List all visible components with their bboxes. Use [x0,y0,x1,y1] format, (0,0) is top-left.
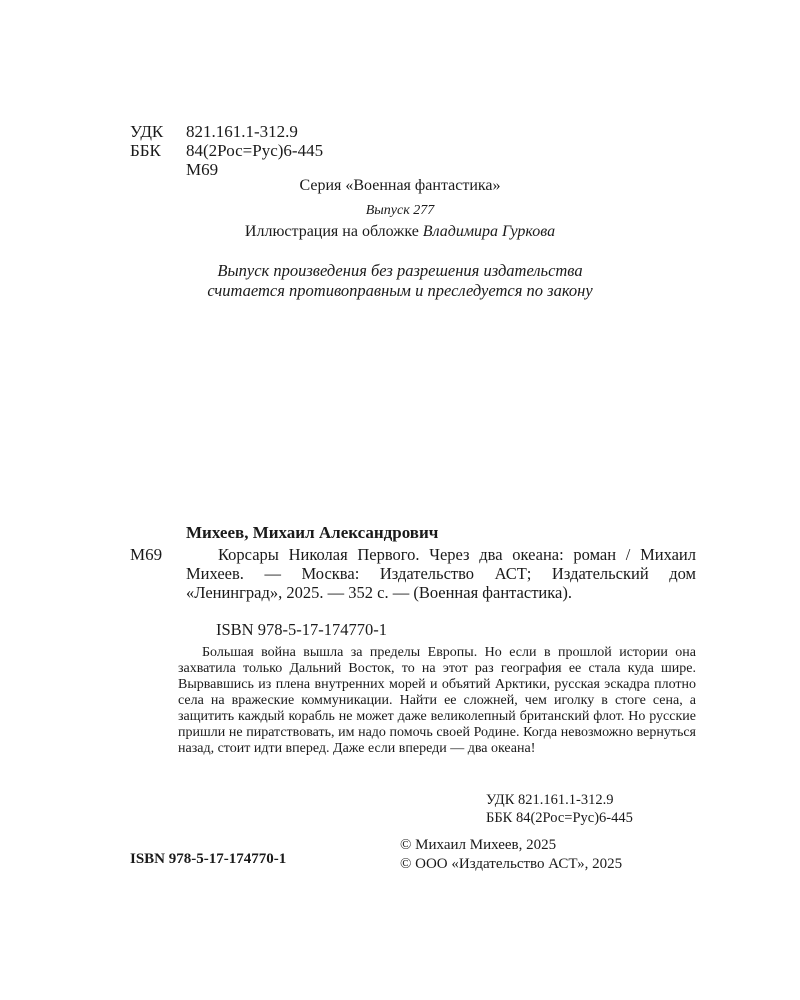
annotation [178,645,696,757]
copyright-block [400,836,622,874]
copyright-publisher: © ООО «Издательство АСТ», 2025 [400,856,623,872]
udk-label: УДК [130,122,164,141]
cutter-value: М69 [186,160,219,179]
annotation-text: Большая война вышла за пределы Европы. Но если в прошлой истории она захватила только Дальний Восток, то на этот раз география ее стала куда шире. Вырвавшись из плена внутренних морей и объятий Арктики, русская эскадра плотно села на вражеские коммуникации. Найти ее сложней, чем иголку в стоге сена, а защитить каждый корабль не может даже великолепный британский флот. Но русские пришли не пиратствовать, им надо помочь своей Родине. Когда невозможно вернуться назад, стоит идти вперед. Даже если впереди — два океана! [178,645,696,756]
illustration-prefix: Иллюстрация на обложке [244,223,419,240]
issue-number: Выпуск 277 [365,203,435,218]
copyright-warning [0,261,800,301]
copyright-author: © Михаил Михеев, 2025 [400,837,557,853]
footer-udk: УДК 821.161.1-312.9 [486,792,614,808]
bbk-row [130,141,323,160]
bbk-label: ББК [130,141,161,160]
warning-line-2: считается противоправным и преследуется по закону [207,281,593,300]
cutter-code: М69 [130,545,163,564]
classification-block [130,122,323,179]
illustration-artist: Владимира Гуркова [422,223,556,240]
footer-bbk: ББК 84(2Рос=Рус)6-445 [486,810,633,826]
udk-value: 821.161.1-312.9 [186,122,298,141]
isbn-main: ISBN 978-5-17-174770-1 [216,620,387,639]
bibliographic-text: Корсары Николая Первого. Через два океана: роман / Михаил Михеев. — Москва: Издательство АСТ; Издательский дом «Ленинград», 2025. — 352 с. — (Военная фантастика). [186,545,696,602]
author-heading: Михеев, Михаил Александрович [186,523,439,542]
footer-codes [486,791,633,827]
illustration-credit [0,223,800,241]
series-title: Серия «Военная фантастика» [299,177,501,194]
udk-row [130,122,323,141]
warning-line-1: Выпуск произведения без разрешения издательства [217,261,583,280]
bbk-value: 84(2Рос=Рус)6-445 [186,141,324,160]
bibliographic-record [186,545,696,602]
isbn-footer: ISBN 978-5-17-174770-1 [130,851,287,867]
